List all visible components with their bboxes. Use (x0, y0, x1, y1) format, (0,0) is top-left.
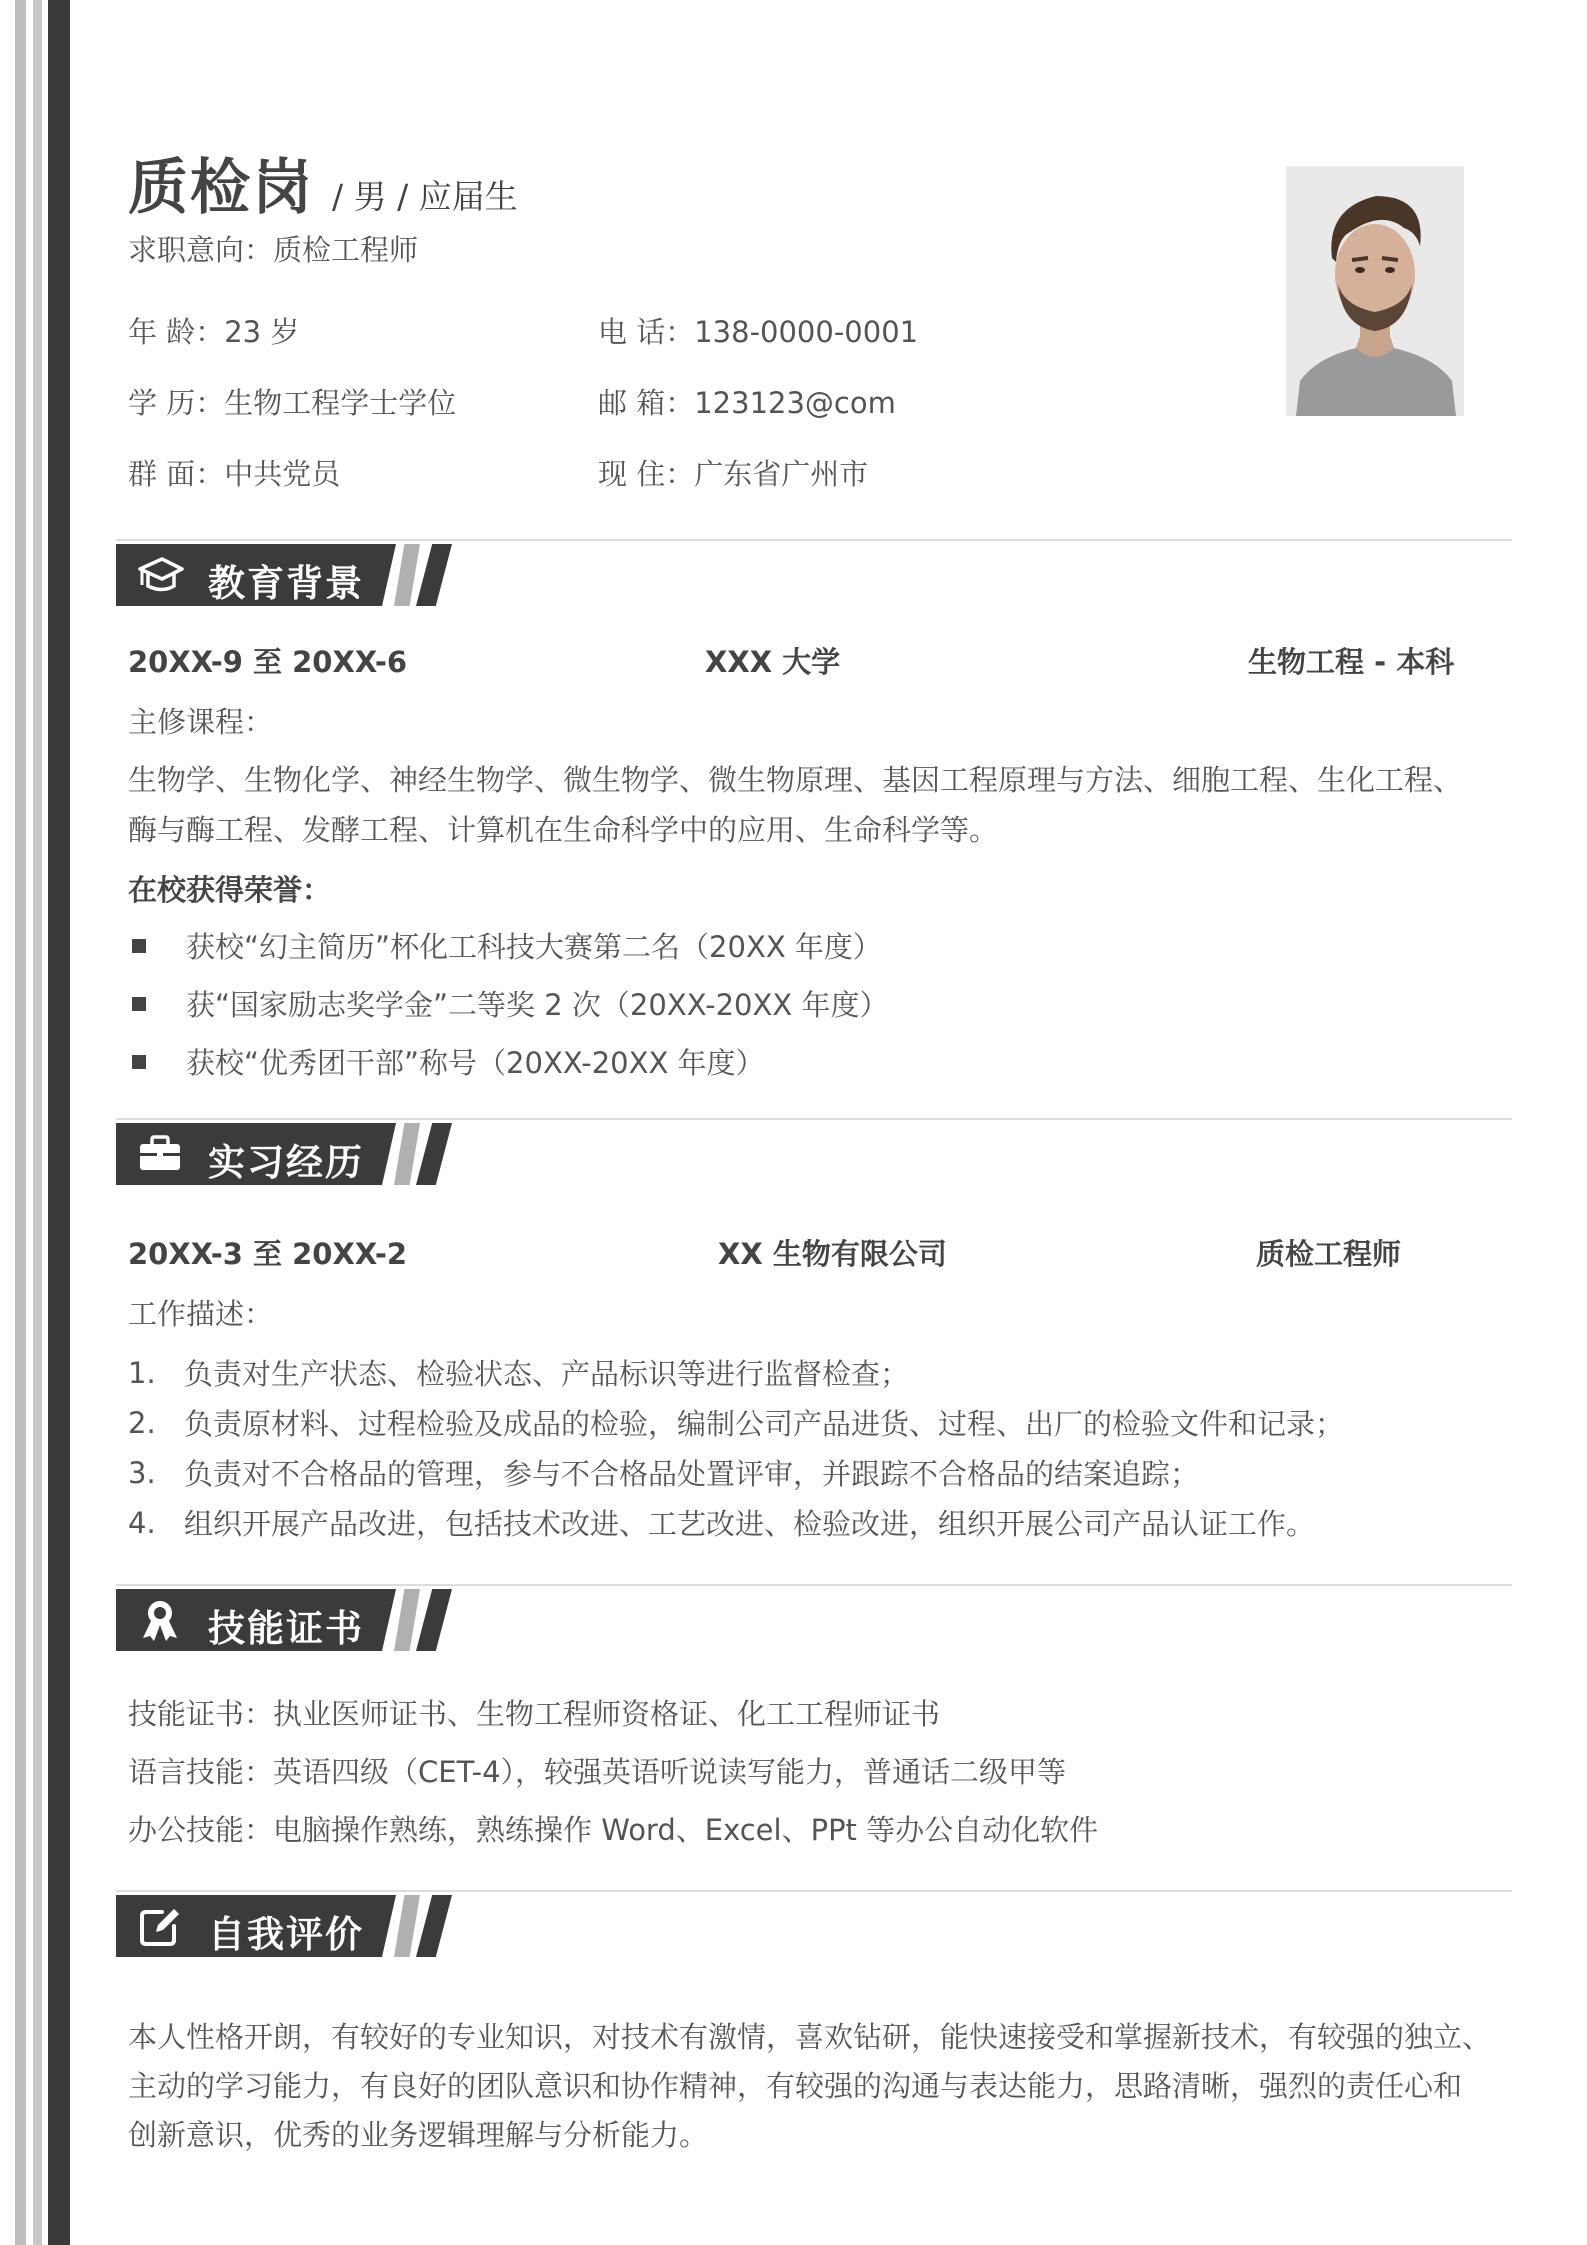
work-desc-list (0, 1352, 1587, 1542)
divider (116, 1118, 1512, 1120)
info-age: 年 龄：23 岁 (128, 315, 300, 349)
info-politics: 群 面：中共党员 (128, 457, 341, 491)
section-header-education (116, 544, 476, 606)
name-row (128, 140, 518, 226)
section-title-internship: 实习经历 (208, 1141, 364, 1184)
work-desc-label: 工作描述： (128, 1297, 274, 1331)
education-school: XXX 大学 (705, 645, 841, 679)
internship-role: 质检工程师 (1256, 1237, 1402, 1271)
divider (116, 539, 1512, 541)
profile-photo (1286, 166, 1464, 416)
courses-label: 主修课程： (128, 705, 274, 739)
education-period: 20XX-9 至 20XX-6 (128, 645, 408, 679)
self-eval-line-1: 本人性格开朗，有较好的专业知识，对技术有激情，喜欢钻研，能快速接受和掌握新技术，有较强的独立、 (128, 2020, 1492, 2054)
list-item: 4. 组织开展产品改进，包括技术改进、工艺改进、检验改进，组织开展公司产品认证工作。 (128, 1505, 1316, 1541)
section-header-internship (116, 1123, 476, 1185)
job-intent: 求职意向：质检工程师 (128, 233, 419, 267)
courses-line-1: 生物学、生物化学、神经生物学、微生物学、微生物原理、基因工程原理与方法、细胞工程、生化工程、 (128, 763, 1463, 797)
section-title-self: 自我评价 (208, 1913, 364, 1956)
list-item: 获“国家励志奖学金”二等奖 2 次（20XX-20XX 年度） (128, 983, 888, 1024)
info-email: 邮 箱：123123@com (598, 386, 896, 420)
internship-company: XX 生物有限公司 (718, 1237, 947, 1271)
section-title-skills: 技能证书 (208, 1607, 364, 1650)
education-major: 生物工程 - 本科 (1248, 645, 1455, 679)
award-ribbon-icon (136, 1598, 184, 1642)
self-eval-line-2: 主动的学习能力，有良好的团队意识和协作精神，有较强的沟通与表达能力，思路清晰，强烈的责任心和 (128, 2069, 1463, 2103)
info-phone: 电 话：138-0000-0001 (598, 315, 919, 349)
square-bullet-icon (132, 1055, 146, 1069)
info-education: 学 历：生物工程学士学位 (128, 386, 457, 420)
list-item: 获校“幻主简历”杯化工科技大赛第二名（20XX 年度） (128, 925, 882, 966)
list-item: 2. 负责原材料、过程检验及成品的检验，编制公司产品进货、过程、出厂的检验文件和记录； (128, 1405, 1345, 1441)
list-item: 3. 负责对不合格品的管理，参与不合格品处置评审，并跟踪不合格品的结案追踪； (128, 1455, 1200, 1491)
honors-label: 在校获得荣誉： (128, 873, 332, 907)
skills-office: 办公技能：电脑操作熟练，熟练操作 Word、Excel、PPt 等办公自动化软件 (128, 1813, 1099, 1847)
info-address: 现 住：广东省广州市 (598, 457, 869, 491)
candidate-name: 质检岗 (128, 153, 314, 223)
internship-period: 20XX-3 至 20XX-2 (128, 1237, 408, 1271)
section-title-education: 教育背景 (208, 562, 364, 605)
skills-language: 语言技能：英语四级（CET-4），较强英语听说读写能力，普通话二级甲等 (128, 1755, 1067, 1789)
left-decorative-bars (0, 0, 80, 2245)
skills-cert: 技能证书：执业医师证书、生物工程师资格证、化工工程师证书 (128, 1697, 941, 1731)
left-bar-dark (48, 0, 70, 2245)
divider (116, 1584, 1512, 1586)
self-eval-line-3: 创新意识，优秀的业务逻辑理解与分析能力。 (128, 2118, 709, 2152)
list-item: 获校“优秀团干部”称号（20XX-20XX 年度） (128, 1041, 765, 1082)
briefcase-icon (136, 1132, 184, 1176)
divider (116, 1890, 1512, 1892)
left-bar-light-2 (33, 0, 42, 2245)
left-bar-light (15, 0, 26, 2245)
graduation-cap-icon (136, 553, 184, 597)
square-bullet-icon (132, 939, 146, 953)
section-header-self (116, 1895, 476, 1957)
square-bullet-icon (132, 997, 146, 1011)
gender-status: / 男 / 应届生 (332, 177, 518, 216)
edit-icon (136, 1904, 184, 1948)
list-item: 1. 负责对生产状态、检验状态、产品标识等进行监督检查； (128, 1355, 910, 1391)
section-header-skills (116, 1589, 476, 1651)
portrait-illustration (1286, 166, 1464, 416)
courses-line-2: 酶与酶工程、发酵工程、计算机在生命科学中的应用、生命科学等。 (128, 813, 999, 847)
